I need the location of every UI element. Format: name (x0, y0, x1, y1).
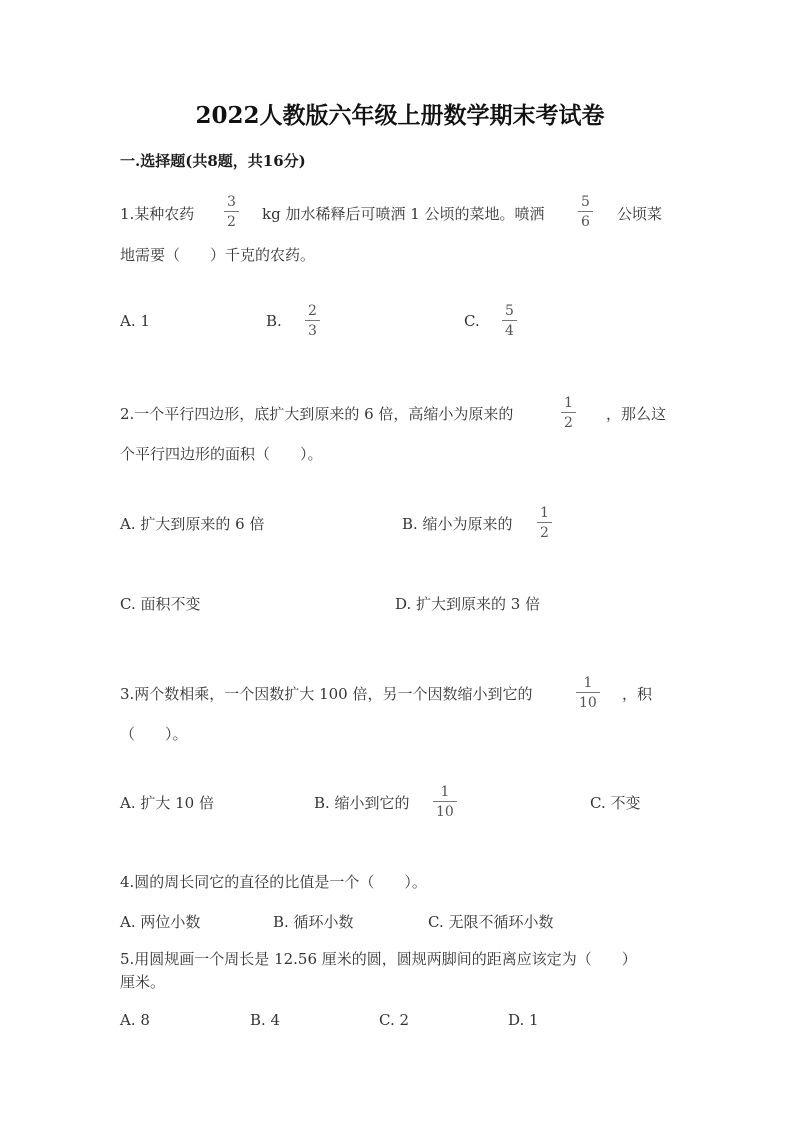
q1-option-b-fraction (305, 304, 320, 338)
q2-option-d: D. 扩大到原来的 3 倍 (395, 595, 541, 613)
q1-text-b: kg 加水稀释后可喷洒 1 公顷的菜地。喷洒 (262, 205, 545, 223)
q3-fraction-1-numerator: 1 (583, 675, 593, 691)
q1-option-a: A. 1 (120, 312, 150, 330)
q3-option-b: B. 缩小到它的 (314, 794, 410, 812)
q3-text-a: 3.两个数相乘，一个因数扩大 100 倍，另一个因数缩小到它的 (120, 685, 533, 703)
q3-option-b-denominator: 10 (436, 804, 454, 820)
q3-fraction-1 (576, 676, 600, 710)
q1-text-line2: 地需要（ ）千克的农药。 (120, 246, 316, 264)
q2-option-b-numerator: 1 (540, 505, 549, 521)
q5-option-d: D. 1 (508, 1011, 539, 1029)
q1-fraction-2 (578, 195, 593, 229)
q5-option-c: C. 2 (379, 1011, 410, 1029)
q2-option-a: A. 扩大到原来的 6 倍 (120, 515, 265, 533)
q4-option-a: A. 两位小数 (120, 913, 201, 931)
q2-fraction-1-numerator: 1 (564, 395, 573, 411)
q4-option-b: B. 循环小数 (273, 913, 354, 931)
q5-text-line2: 厘米。 (120, 973, 166, 991)
q1-option-c: C. (464, 312, 480, 330)
q1-option-b: B. (266, 312, 282, 330)
q3-option-b-fraction (433, 785, 457, 819)
q1-option-c-numerator: 5 (505, 303, 514, 319)
q1-fraction-1-denominator: 2 (227, 214, 236, 230)
q1-option-c-denominator: 4 (505, 323, 514, 339)
q4-option-c: C. 无限不循环小数 (428, 913, 554, 931)
q2-option-b-fraction (537, 506, 552, 540)
q2-text-line2: 个平行四边形的面积（ ）。 (120, 445, 323, 463)
q1-text-a: 1.某种农药 (120, 205, 195, 223)
q1-fraction-2-denominator: 6 (581, 214, 590, 230)
q2-fraction-1 (561, 396, 576, 430)
q1-fraction-1 (224, 195, 239, 229)
q1-text-c: 公顷菜 (617, 205, 663, 223)
q2-option-b: B. 缩小为原来的 (402, 515, 513, 533)
q2-text-a: 2.一个平行四边形，底扩大到原来的 6 倍，高缩小为原来的 (120, 405, 514, 423)
q1-option-c-fraction (502, 304, 517, 338)
q2-text-b: ，那么这 (606, 405, 667, 423)
q2-fraction-1-denominator: 2 (564, 415, 573, 431)
q3-option-b-numerator: 1 (440, 784, 450, 800)
q1-option-b-numerator: 2 (308, 303, 317, 319)
q5-option-a: A. 8 (120, 1011, 150, 1029)
q2-option-b-denominator: 2 (540, 525, 549, 541)
page-title: 2022人教版六年级上册数学期末考试卷 (195, 102, 605, 129)
q3-text-line2: （ ）。 (120, 725, 188, 743)
q5-text-a: 5.用圆规画一个周长是 12.56 厘米的圆，圆规两脚间的距离应该定为（ ） (120, 950, 637, 968)
q3-option-c: C. 不变 (590, 794, 641, 812)
section-heading: 一.选择题(共8题，共16分) (120, 152, 306, 170)
q3-option-a: A. 扩大 10 倍 (120, 794, 214, 812)
q1-option-b-denominator: 3 (308, 323, 317, 339)
q1-fraction-1-numerator: 3 (227, 194, 236, 210)
q3-fraction-1-denominator: 10 (579, 695, 597, 711)
q1-fraction-2-numerator: 5 (581, 194, 590, 210)
q2-option-c: C. 面积不变 (120, 595, 201, 613)
q4-text-a: 4.圆的周长同它的直径的比值是一个（ ）。 (120, 873, 427, 891)
q5-option-b: B. 4 (250, 1011, 281, 1029)
q3-text-b: ，积 (622, 685, 653, 703)
